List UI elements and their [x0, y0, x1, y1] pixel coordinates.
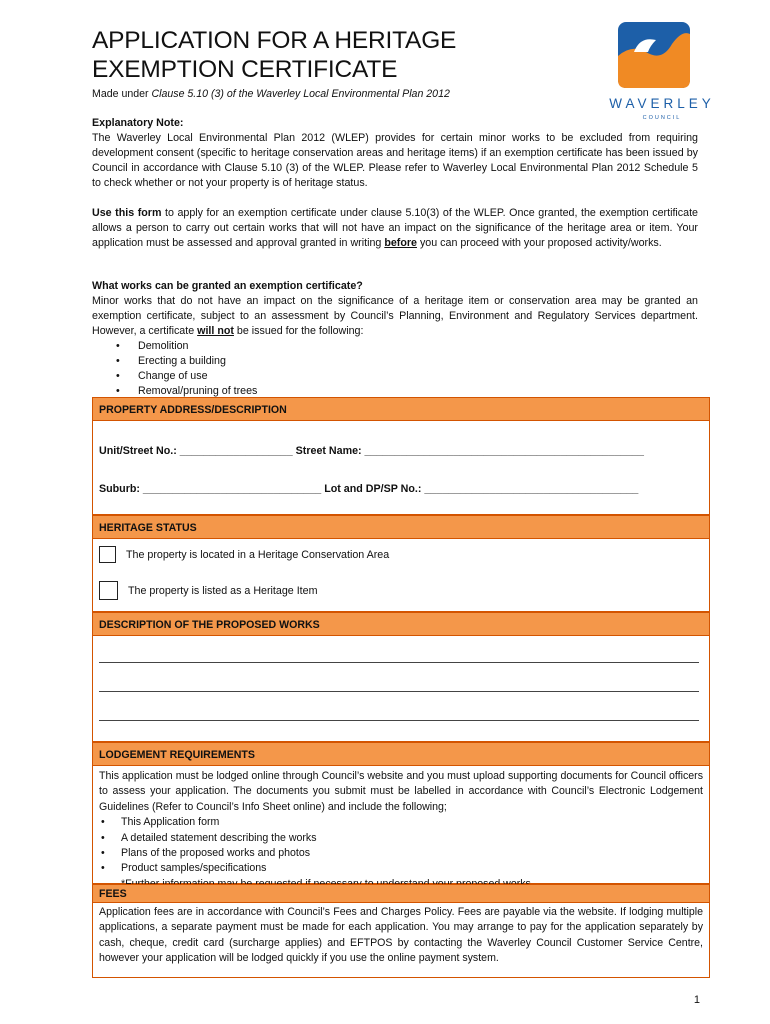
description-line[interactable]: [99, 691, 699, 692]
list-item: • Erecting a building: [138, 354, 698, 369]
proposed-works-section: [92, 612, 710, 742]
logo-mark-icon: [612, 22, 712, 92]
use-form-paragraph: Use this form to apply for an exemption certificate under clause 5.10(3) of the WLEP. Once granted, the exemption certificate allows a person to carry out certain works that will not have an impact on the significance of the heritage area or item. Your application must be assessed and approval granted in writing before you can proceed with your proposed activity/works.: [92, 207, 699, 249]
list-item: • Demolition: [138, 339, 698, 354]
checkbox[interactable]: [99, 546, 116, 563]
section-heading: HERITAGE STATUS: [93, 515, 709, 539]
suburb-lot-fields[interactable]: Suburb: ______________________________ Lot and DP/SP No.: ____________________________________: [99, 483, 639, 495]
section-heading: DESCRIPTION OF THE PROPOSED WORKS: [93, 612, 709, 636]
page-title: APPLICATION FOR A HERITAGE EXEMPTION CERTIFICATE: [92, 27, 457, 83]
list-item: • Removal/pruning of trees: [138, 384, 698, 399]
section-heading: PROPERTY ADDRESS/DESCRIPTION: [93, 397, 709, 421]
excluded-works-list: [92, 339, 698, 399]
waverley-council-logo: [609, 22, 715, 121]
logo-wordmark: WAVERLEY: [609, 96, 715, 111]
list-item: • Change of use: [138, 369, 698, 384]
list-item: • Plans of the proposed works and photos: [121, 846, 703, 861]
street-fields[interactable]: Unit/Street No.: ___________________ Street Name: _______________________________________________: [99, 445, 644, 457]
fees-section: [92, 884, 710, 978]
property-section: [92, 397, 710, 515]
conservation-area-option[interactable]: The property is located in a Heritage Conservation Area: [99, 546, 389, 563]
description-line[interactable]: [99, 720, 699, 721]
lodgement-section: [92, 742, 710, 884]
logo-subtext: COUNCIL: [642, 115, 682, 121]
section-heading: LODGEMENT REQUIREMENTS: [93, 742, 709, 766]
list-item: • Product samples/specifications: [121, 861, 703, 876]
checkbox[interactable]: [99, 581, 118, 600]
heritage-item-option[interactable]: The property is listed as a Heritage Item: [99, 581, 318, 600]
heritage-status-section: [92, 515, 710, 612]
fees-text: Application fees are in accordance with Council’s Fees and Charges Policy. Fees are payable via the website. If lodging multiple applications, a separate payment must be made for each application. You may arrange to pay for the application separately by cash, cheque, credit card (surcharge applies) and EFTPOS by contacting the Waverley Council Customer Service Centre, however your application will be lodged quickly if you use the online payment system.: [99, 906, 703, 965]
explanatory-note: Explanatory Note: The Waverley Local Environmental Plan 2012 (WLEP) provides for certain minor works to be excluded from requiring development consent (specific to heritage conservation areas and heritage items) if an exemption certificate has been issued by Council in accordance with Clause 5.10 (3) of the WLEP. Please refer to Waverley Local Environmental Plan 2012 Schedule 5 to check whether or not your property is of heritage status.: [92, 117, 698, 189]
list-item: • This Application form: [121, 815, 703, 830]
lodgement-text: This application must be lodged online through Council’s website and you must upload supporting documents for Council officers to assess your application. The documents you submit must be labelled in accordance with Council’s Electronic Lodgement Guidelines (Refer to Council’s Info Sheet online) and include the following; • This Application form • A detailed statement describing the works • Plans of the proposed works and photos • Product samples/specifications: [93, 766, 709, 892]
lodgement-list: [99, 815, 703, 877]
what-works-section: What works can be granted an exemption certificate? Minor works that do not have an impact on the significance of a heritage item or conservation area may be granted an exemption certificate, subject to an assessment by Council’s Planning, Environment and Regulatory Services department. However, a certificate will not be issued for the following: • Demolition • Erecting a building • Change of use • Removal/pruning of trees: [92, 279, 698, 399]
subtitle: Made under Clause 5.10 (3) of the Waverley Local Environmental Plan 2012: [92, 88, 450, 100]
list-item: • A detailed statement describing the works: [121, 831, 703, 846]
page-number: 1: [693, 994, 700, 1006]
section-heading: FEES: [93, 884, 709, 903]
description-line[interactable]: [99, 662, 699, 663]
